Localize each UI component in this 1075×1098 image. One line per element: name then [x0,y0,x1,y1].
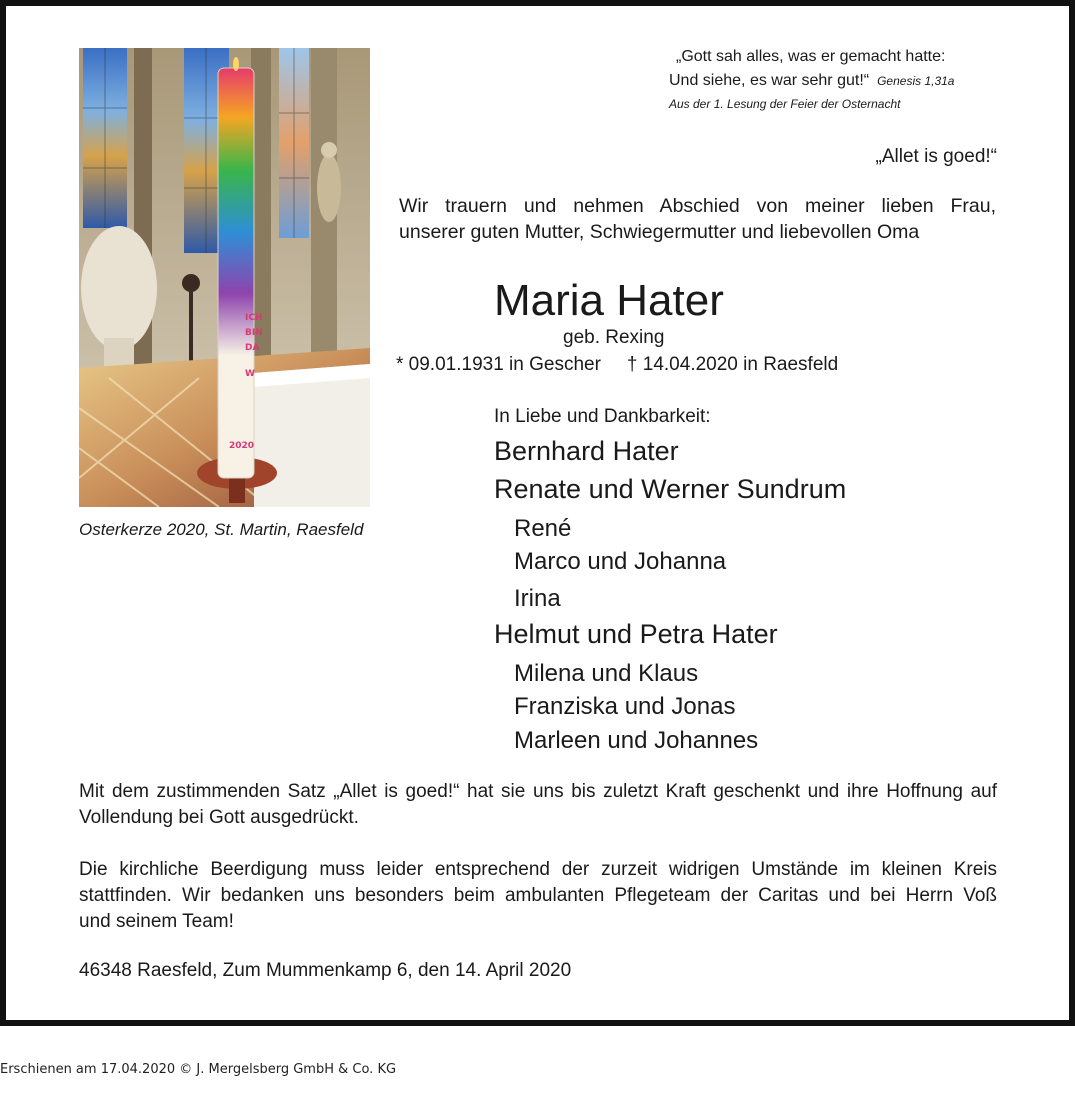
candle-text-1: BIN [245,328,263,338]
candle-text-3: W [245,369,255,379]
personal-quote: „Allet is goed!“ [875,146,997,167]
mourner-line: Irina [514,585,561,612]
paragraph-funeral-line-2: stattfinden. Wir bedanken uns besonders beim ambulanten Pflegeteam der Caritas und bei Herrn Voß [79,885,997,906]
mourner-line: Franziska und Jonas [514,693,736,720]
motto-line-1: „Gott sah alles, was er gemacht hatte: [676,48,946,65]
paragraph-hope [79,779,997,831]
address-date: 46348 Raesfeld, Zum Mummenkamp 6, den 14. April 2020 [79,960,572,981]
paragraph-hope-line-2: Vollendung bei Gott ausgedrückt. [79,807,359,828]
mourner-line: Renate und Werner Sundrum [494,474,847,504]
motto-line-3: Aus der 1. Lesung der Feier der Osternacht [669,97,901,111]
intro-line-2: unserer guten Mutter, Schwiegermutter und liebevollen Oma [399,221,920,243]
paragraph-funeral-line-3: und seinem Team! [79,911,234,932]
mourners-intro: In Liebe und Dankbarkeit: [494,406,711,427]
mourner-line: Bernhard Hater [494,436,679,466]
candle-text-4: 2020 [229,441,255,451]
paragraph-funeral [79,857,997,935]
birth-name: geb. Rexing [563,327,665,348]
motto-source: Genesis 1,31a [877,74,955,88]
mourner-line: Helmut und Petra Hater [494,619,778,649]
motto-text: Und siehe, es war sehr gut!“ [669,72,870,89]
candle-text-2: DA [245,343,260,353]
life-dates [396,354,838,376]
death-date: † 14.04.2020 in Raesfeld [626,354,839,375]
deceased-name: Maria Hater [494,276,724,325]
mourner-line: Marleen und Johannes [514,727,759,754]
intro-text [399,193,996,245]
mourner-line: Milena und Klaus [514,660,699,687]
mourner-line: René [514,515,572,542]
mourner-line: Marco und Johanna [514,548,727,575]
birth-date: * 09.01.1931 in Gescher [396,354,601,375]
motto-line-2 [669,72,954,90]
easter-candle-photo [79,48,370,507]
church-interior-image [79,48,370,507]
publication-imprint: Erschienen am 17.04.2020 © J. Mergelsberg GmbH & Co. KG [0,1062,397,1077]
paragraph-funeral-line-1: Die kirchliche Beerdigung muss leider entsprechend der zurzeit widrigen Umstände im kleinen Kreis [79,859,997,880]
photo-caption: Osterkerze 2020, St. Martin, Raesfeld [79,520,364,539]
intro-line-1: Wir trauern und nehmen Abschied von meiner lieben Frau, [399,195,996,217]
paragraph-hope-line-1: Mit dem zustimmenden Satz „Allet is goed!“ hat sie uns bis zuletzt Kraft geschenkt und ihre Hoffnung auf [79,781,997,802]
candle-text-0: ICH [245,313,263,323]
